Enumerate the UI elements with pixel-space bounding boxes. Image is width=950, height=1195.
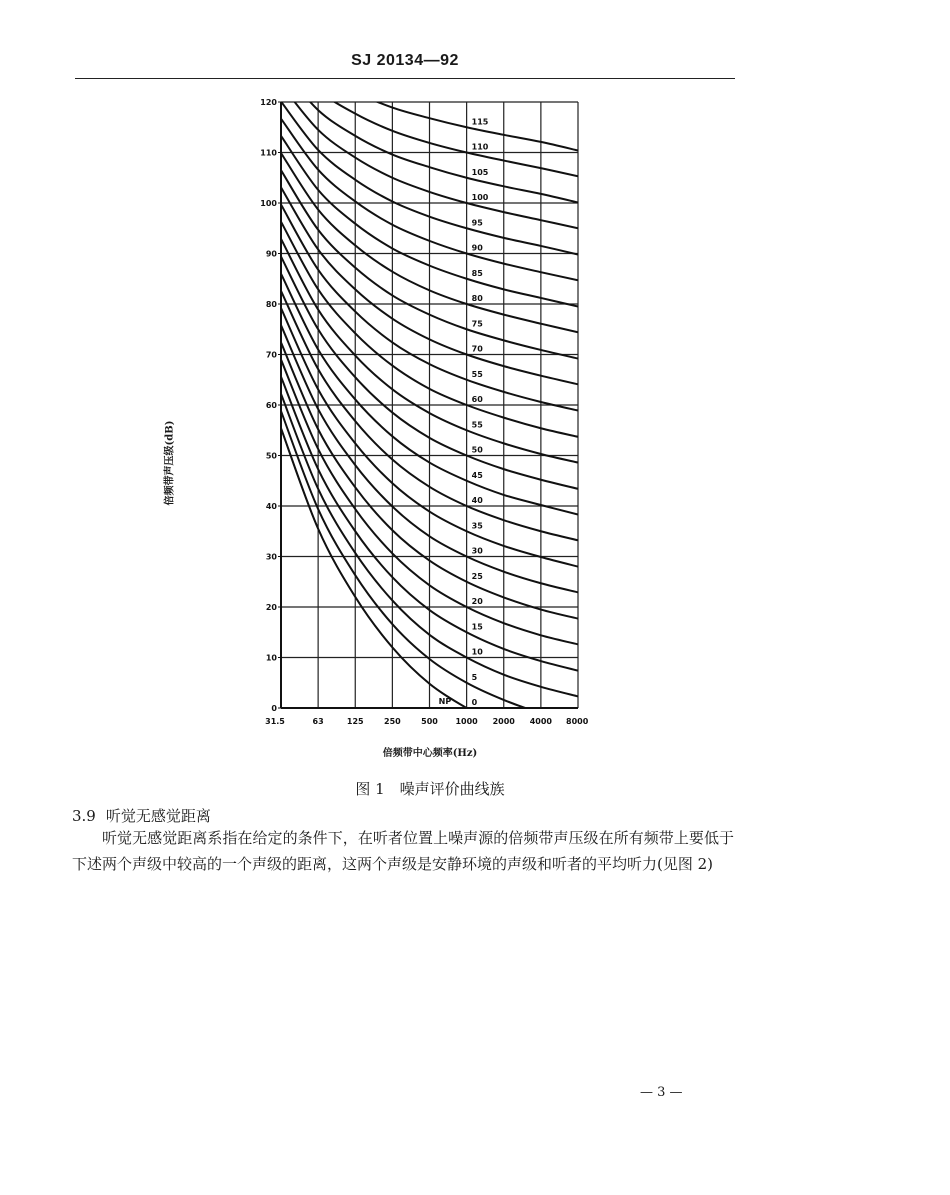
x-tick-label: 31.5 bbox=[265, 717, 285, 726]
curve-label-110: 110 bbox=[471, 142, 489, 152]
y-tick-label: 20 bbox=[265, 603, 277, 612]
curve-label-10: 10 bbox=[471, 647, 483, 657]
x-tick-label: 500 bbox=[421, 717, 438, 726]
curve-label-50: 50 bbox=[471, 445, 483, 455]
x-tick-label: 4000 bbox=[529, 717, 553, 726]
y-tick-label: 0 bbox=[271, 704, 277, 713]
x-tick-label: 8000 bbox=[566, 717, 589, 726]
curve-label-20: 20 bbox=[471, 597, 483, 606]
y-tick-label: 120 bbox=[260, 98, 277, 107]
figure-caption: 图 1 噪声评价曲线族 bbox=[355, 780, 505, 798]
y-tick-label: 40 bbox=[265, 502, 277, 511]
document-header: SJ 20134—92 bbox=[351, 52, 459, 69]
curve-label-45: 45 bbox=[471, 470, 483, 480]
curve-label-115: 115 bbox=[471, 117, 489, 127]
x-tick-label: 63 bbox=[312, 717, 324, 726]
section-title: 听觉无感觉距离 bbox=[105, 807, 211, 825]
y-tick-label: 100 bbox=[260, 199, 277, 208]
y-tick-label: 50 bbox=[265, 451, 277, 461]
y-tick-label: 70 bbox=[265, 350, 277, 360]
curve-label-70: 70 bbox=[471, 344, 483, 354]
curve-label-5: 5 bbox=[471, 672, 478, 682]
section-heading bbox=[72, 805, 211, 826]
y-tick-label: 10 bbox=[265, 653, 277, 663]
chart-curve-labels bbox=[439, 116, 490, 707]
curve-label-30: 30 bbox=[471, 546, 483, 556]
curve-label-75: 75 bbox=[471, 319, 483, 329]
curve-label-40: 40 bbox=[471, 496, 483, 505]
x-tick-label: 125 bbox=[346, 717, 364, 726]
y-tick-label: 110 bbox=[260, 148, 277, 158]
y-tick-label: 60 bbox=[265, 401, 277, 410]
curve-label-15: 15 bbox=[471, 622, 483, 632]
section-number: 3.9 bbox=[72, 807, 96, 825]
x-axis-label: 倍频带中心频率(Hz) bbox=[382, 748, 478, 759]
curve-label-65: 55 bbox=[471, 369, 483, 379]
curve-label-90: 90 bbox=[471, 243, 483, 253]
y-tick-label: 30 bbox=[265, 552, 277, 562]
x-tick-label: 1000 bbox=[455, 717, 478, 726]
curve-label-0: 0 bbox=[471, 698, 478, 707]
curve-label-60: 60 bbox=[471, 395, 483, 404]
section-paragraph: 听觉无感觉距离系指在给定的条件下，在听者位置上噪声源的倍频带声压级在所有频带上要低于下述两个声级中较高的一个声级的距离，这两个声级是安静环境的声级和听者的平均听力(见图 2) bbox=[72, 829, 734, 873]
curve-label-55: 55 bbox=[471, 420, 483, 430]
y-tick-label: 80 bbox=[265, 300, 277, 309]
curve-label-25: 25 bbox=[471, 571, 483, 581]
curve-label-35: 35 bbox=[471, 521, 483, 531]
curve-label-100: 100 bbox=[471, 193, 489, 202]
curve-label-95: 95 bbox=[471, 218, 483, 228]
y-axis-label: 倍频带声压级(dB) bbox=[164, 420, 176, 506]
y-tick-label: 90 bbox=[265, 249, 277, 259]
curve-label-80: 80 bbox=[471, 294, 483, 303]
page-number: — 3 — bbox=[640, 1085, 683, 1100]
curve-label-85: 85 bbox=[471, 268, 483, 278]
curve-label-105: 105 bbox=[471, 167, 489, 177]
x-tick-label: 250 bbox=[384, 717, 401, 726]
x-tick-label: 2000 bbox=[492, 717, 515, 726]
curve-label-NP: NP bbox=[438, 697, 452, 706]
